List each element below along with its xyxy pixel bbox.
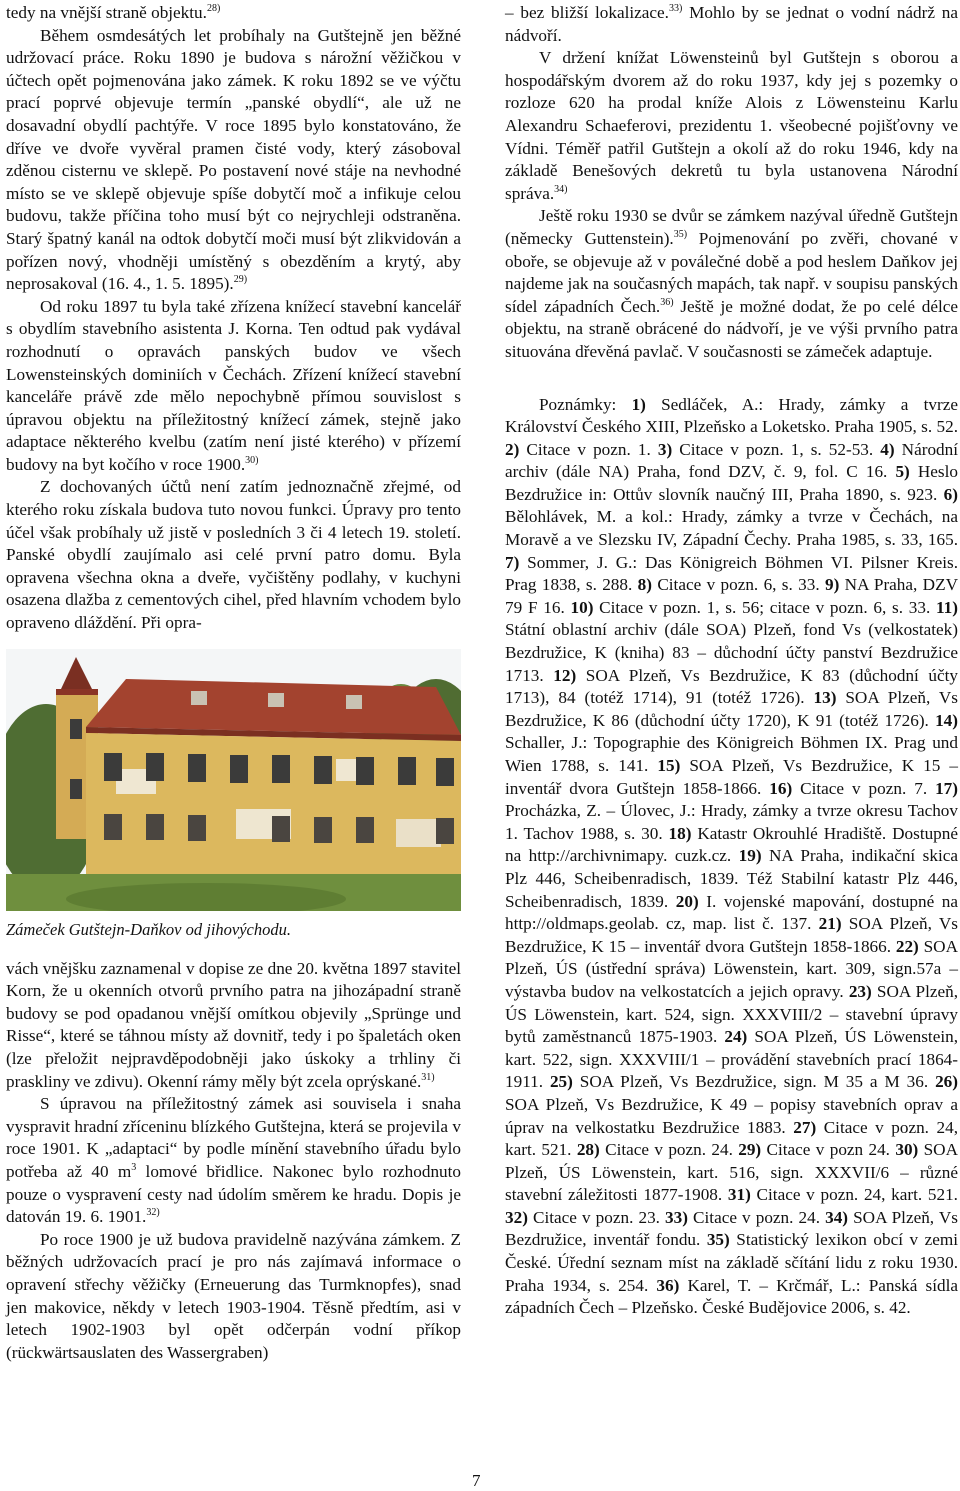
page-number: 7 <box>472 1471 481 1490</box>
footnote-text: Katastr Okrouhlé Hradiště. Dostupné na http://archivnimapy. cuzk.cz. <box>505 823 959 866</box>
left-column <box>6 2 461 1364</box>
footnote-ref: 33) <box>668 3 683 14</box>
footnote-ref: 36) <box>660 296 674 308</box>
footnote-ref: 29) <box>233 274 248 286</box>
footnote-number: 20) <box>675 891 699 911</box>
paragraph: V držení knížat Löwensteinů byl Gutštejn s oborou a hospodářským dvorem až do roku 1937, kdy jej s pozemky o rozloze 620 ha prodal kníže Alois z Löwensteinu Karlu Alexandru Schaeferovi, prezidentu 1. všeobecné pojišťovny ve Vídni. Téměř patřil Gutštejn a okolí až do roku 1946, kdy na základě Benešových dekretů tu byla ustanovena Národní správa.$^{34)}$ <box>505 48 958 203</box>
footnote-number: 8) <box>637 575 652 595</box>
footnote-number: 23) <box>848 981 872 1001</box>
footnote-ref: 31) <box>421 1071 435 1083</box>
footnote-number: 19) <box>738 846 762 866</box>
footnote-number: 1) <box>631 394 646 414</box>
footnote-ref: 30) <box>245 454 259 466</box>
footnote-number: 24) <box>724 1027 748 1047</box>
footnote-text: SOA Plzeň, Vs Bezdružice, K 15 – inventář dvora Gutštejn 1858-1866. <box>505 756 958 798</box>
footnote-number: 14) <box>935 710 958 730</box>
footnote-number: 3) <box>657 439 673 459</box>
footnote-text: SOA Plzeň, Vs Bezdružice, inventář fondu. <box>505 1207 958 1250</box>
footnote-text: Statistický lexikon obcí v zemi České. Úřední seznam míst na základě sčítání lidu z roku 1930. Praha 1934, s. 254. <box>505 1230 958 1295</box>
footnote-number: 18) <box>668 823 692 843</box>
footnote-text: SOA Plzeň, Vs Bezdružice, K 49 – popisy stavebních oprav a úprav na velkostatku Bezdružice 1883. <box>505 1094 958 1137</box>
footnote-number: 12) <box>553 665 577 685</box>
footnote-text: Citace v pozn. 24. <box>599 1140 739 1160</box>
footnote-number: 32) <box>505 1207 528 1227</box>
footnote-text: SOA Plzeň, ÚS Löwenstein, kart. 522, sign. XXXVIII/1 – provádění stavebních prací 1864-1911. <box>505 1027 959 1092</box>
footnote-text: Karel, T. – Krčmář, L.: Panská sídla západních Čech – Plzeňsko. České Budějovice 2006, s. 42. <box>505 1275 958 1318</box>
footnote-number: 26) <box>935 1072 958 1092</box>
footnote-text: Citace v pozn. 7. <box>792 778 936 798</box>
footnote-text: Bělohlávek, M. a kol.: Hrady, zámky a tvrze v Čechách, na Moravě a ve Slezsku IV, Západní Čechy. Praha 1985, s. 33, 165. <box>505 507 958 550</box>
footnote-text: Citace v pozn. 1, s. 52-53. <box>672 439 881 459</box>
superscript: 3 <box>131 1161 137 1173</box>
footnote-text: Citace v pozn 24. <box>761 1140 896 1160</box>
footnote-number: 9) <box>824 575 840 595</box>
footnote-number: 35) <box>706 1230 730 1250</box>
footnote-text: Citace v pozn. 1, s. 56; citace v pozn. 6, s. 33. <box>593 597 937 617</box>
footnote-number: 7) <box>505 552 520 572</box>
footnote-number: 10) <box>570 597 594 617</box>
footnote-text: Národní archiv (dále NA) Praha, fond DZV, č. 9, fol. C 16. <box>505 439 959 482</box>
footnote-number: 36) <box>656 1275 680 1295</box>
footnote-ref: 28) <box>206 3 221 14</box>
footnote-text: SOA Plzeň, Vs Bezdružice, K 83 (důchodní účty 1713), 84 (totéž 1714), 91 (totéž 1726). <box>505 665 959 708</box>
paragraph: Od roku 1897 tu byla také zřízena knížecí stavební kancelář s obydlím stavebního asistenta J. Korna. Ten odtud pak vydával rozhodnutí o opravách panských budov ve všech Lowensteinských dominiích v Čechách. Zřízení knížecí stavební kanceláře právě zde mělo nepochybně přímou souvislost s úpravou objektu na příležitostný knížecí zámek, stejně jako adaptace některého kvelbu (zatím není jisté kterého) v přízemí budovy na byt kočího v roce 1900.$^{30)}$ <box>6 296 461 474</box>
footnote-number: 31) <box>727 1185 751 1205</box>
footnote-number: 17) <box>935 778 958 798</box>
footnote-number: 28) <box>576 1140 600 1160</box>
footnote-number: 13) <box>813 688 837 708</box>
footnote-text: Státní oblastní archiv (dále SOA) Plzeň, fond Vs (velkostatek) Bezdružice, K (kniha) 83 – důchodní účty panství Bezdružice 1713. <box>505 620 958 685</box>
footnote-number: 15) <box>657 756 681 775</box>
footnote-number: 25) <box>549 1072 573 1092</box>
footnote-text: SOA Plzeň, ÚS Löwenstein, kart. 524, sign. XXXVIII/2 – stavební úpravy bytů zaměstnanců 1875-1903. <box>505 981 958 1047</box>
footnote-number: 22) <box>895 936 919 956</box>
footnote-text: Sommer, J. G.: Das Königreich Böhmen VI. Pilsner Kreis. Prag 1838, s. 288. <box>505 552 958 595</box>
paragraph: Po roce 1900 je už budova pravidelně nazývána zámkem. Z běžných udržovacích prací je pro nás zajímavá informace o opravení střechy věžičky (Erneuerung das Turmknopfes), snad jen makovice, někdy v letech 1903-1904. Těsně předtím, asi v letech 1902-1903 byl opět odčerpán vodní příkop (rückwärtsauslaten des Wassergraben) <box>6 1229 461 1362</box>
footnote-text: Poznámky: <box>539 394 632 414</box>
paragraph: – bez bližší lokalizace.$^{33)}$ Mohlo by se jednat o vodní nádrž na nádvoří. <box>505 3 958 45</box>
paragraph: Z dochovaných účtů není zatím jednoznačně zřejmé, od kterého roku získala budova tuto novou funkci. Úpravy pro tento účel však probíhaly už jistě v posledních 3 či 4 letech 19. století. Panské obydlí zaujímalo asi celé první patro domu. Byla opravena všechna okna a dveře, vyčištěny podlahy, v kuchyni osazena dlažba z cementových cihel, před hlavním vchodem bylo opraveno dláždění. Při opra- <box>6 477 461 633</box>
footnote-text: NA Praha, indikační skica Plz 446, Scheibenradisch, 1839. Též Stabilní katastr Plz 446, Scheibenradisch, 1839. <box>505 846 958 911</box>
chateau-photo <box>6 649 461 911</box>
paragraph: Během osmdesátých let probíhaly na Gutštejně jen běžné udržovací práce. Roku 1890 je budova s nárožní věžičkou v účtech opět pojmenována jako zámek. K roku 1892 se ve výčtu prací poprvé objevuje termín „panské obydlí“, ale už ne dosavadní obydlí pachtýře. V roce 1895 bylo konstatováno, že dříve ve dvoře vyvěral pramen čisté vody, který zásoboval zděnou cisternu ve sklepě. Po postavení nové stáje na nevhodné místo se ve sklepě objevuje spíše dobytčí moč a infikuje celou budovu, takže příčina toho musí být co nejrychleji odstraněna. Starý špatný kanál na odtok dobytčí moči musí být zlikvidován a pořízen nový, vhodněji umístěný s obezděním a krytý, aby neprosakoval (16. 4., 1. 5. 1895).$^{29)}$ <box>6 25 461 294</box>
footnote-number: 4) <box>880 439 895 459</box>
footnote-number: 2) <box>505 439 520 459</box>
footnote-number: 11) <box>936 597 958 617</box>
footnote-text: SOA Plzeň, Vs Bezdružice, sign. M 35 a M 36. <box>572 1072 936 1092</box>
footnote-text: Sedláček, A.: Hrady, zámky a tvrze Království Českého XIII, Plzeňsko a Loketsko. Praha 1905, s. 52. <box>505 394 958 437</box>
footnote-number: 30) <box>895 1140 919 1160</box>
right-column <box>505 2 958 1320</box>
photo-caption: Zámeček Gutštejn-Daňkov od jihovýchodu. <box>6 919 291 939</box>
footnote-number: 27) <box>793 1117 817 1137</box>
footnote-text: SOA Plzeň, ÚS (ústřední správa) Löwenstein, kart. 309, sign.57a – výstavba budov na velkostatcích a jejich opravy. <box>505 936 958 1001</box>
footnote-number: 5) <box>895 462 910 482</box>
footnote-ref: 32) <box>146 1207 160 1219</box>
footnote-text: I. vojenské mapování, dostupné na http://oldmaps.geolab. cz, map. list č. 137. <box>505 891 958 934</box>
footnote-text: Citace v pozn. 24, kart. 521. <box>505 1117 959 1160</box>
paragraph: Ještě roku 1930 se dvůr se zámkem nazýval úředně Gutštejn (německy Guttenstein).$^{35)}$ Pojmenování po zvěři, chované v oboře, se objevuje až v poválečné době a pod heslem Daňkov jej najdeme jak na současných mapách, tak např. v soupisu panských sídel západních Čech.$^{36)}$ Ještě je možné dodat, že po celé délce objektu, na straně obrácené do nádvoří, je ve výši prvního patra situována dřevěná pavlač. V současnosti se zámeček adaptuje. <box>505 206 958 361</box>
footnote-text: Procházka, Z. – Úlovec, J.: Hrady, zámky a tvrze okresu Tachov 1. Tachov 1988, s. 30. <box>505 801 958 843</box>
footnote-number: 21) <box>818 914 842 934</box>
footnote-text: Citace v pozn. 24, kart. 521. <box>750 1185 958 1205</box>
paragraph: S úpravou na příležitostný zámek asi souvisela i snaha vyspravit hradní zříceninu blízkého Gutštejna, která se projevila v roce 1901. K „adaptaci“ by podle mínění stavebního úřadu bylo potřeba až 40 $m^3$ lomové břidlice. Nakonec bylo rozhodnuto pouze o vyspravení cesty nad údolím směrem ke hradu. Dopis je datován 19. 6. 1901.$^{32)}$ <box>6 1094 461 1227</box>
footnote-text: Citace v pozn. 23. <box>527 1207 666 1227</box>
footnote-text: SOA Plzeň, Vs Bezdružice, K 86 (důchodní účty 1720), K 91 (totéž 1726). <box>505 688 958 730</box>
footnote-number: 6) <box>943 484 958 504</box>
footnote-number: 29) <box>738 1140 762 1160</box>
footnote-text: SOA Plzeň, Vs Bezdružice, K 15 – inventář dvora Gutštejn 1858-1866. <box>505 914 958 956</box>
footnote-ref: 35) <box>673 228 688 240</box>
paragraph: tedy na vnější straně objektu.$^{28)}$ <box>6 3 221 22</box>
footnote-number: 34) <box>825 1207 849 1227</box>
footnote-text: NA Praha, DZV 79 F 16. <box>505 575 958 617</box>
footnote-ref: 34) <box>554 183 568 195</box>
footnote-text: Citace v pozn. 6, s. 33. <box>651 575 825 595</box>
footnotes <box>505 394 958 1320</box>
footnote-text: SOA Plzeň, ÚS Löwenstein, kart. 516, sign. XXXVII/6 – různé stavební záležitosti 1877-1908. <box>505 1140 959 1205</box>
footnote-text: Citace v pozn. 24. <box>687 1207 826 1227</box>
footnote-number: 16) <box>769 778 793 798</box>
footnote-text: Citace v pozn. 1. <box>519 439 658 459</box>
footnote-number: 33) <box>665 1207 688 1227</box>
footnote-text: Schaller, J.: Topographie des Königreich Böhmen IX. Prag und Wien 1788, s. 141. <box>505 733 958 775</box>
paragraph: vách vnějšku zaznamenal v dopise ze dne 20. května 1897 stavitel Korn, že u okenních otvorů prvního patra na jihozápadní straně budovy se pod opadanou vnější omítkou objevily „Sprünge und Risse“, které se táhnou místy až dovnitř, tedy i po špaletách oken (lze přeložit nejpravděpodobněji jako úskoky a trhliny či praskliny ve zdivu). Okenní rámy měly být zcela oprýskané.$^{31)}$ <box>6 958 461 1091</box>
footnote-text: Heslo Bezdružice in: Ottův slovník naučný III, Praha 1890, s. 923. <box>505 462 958 504</box>
